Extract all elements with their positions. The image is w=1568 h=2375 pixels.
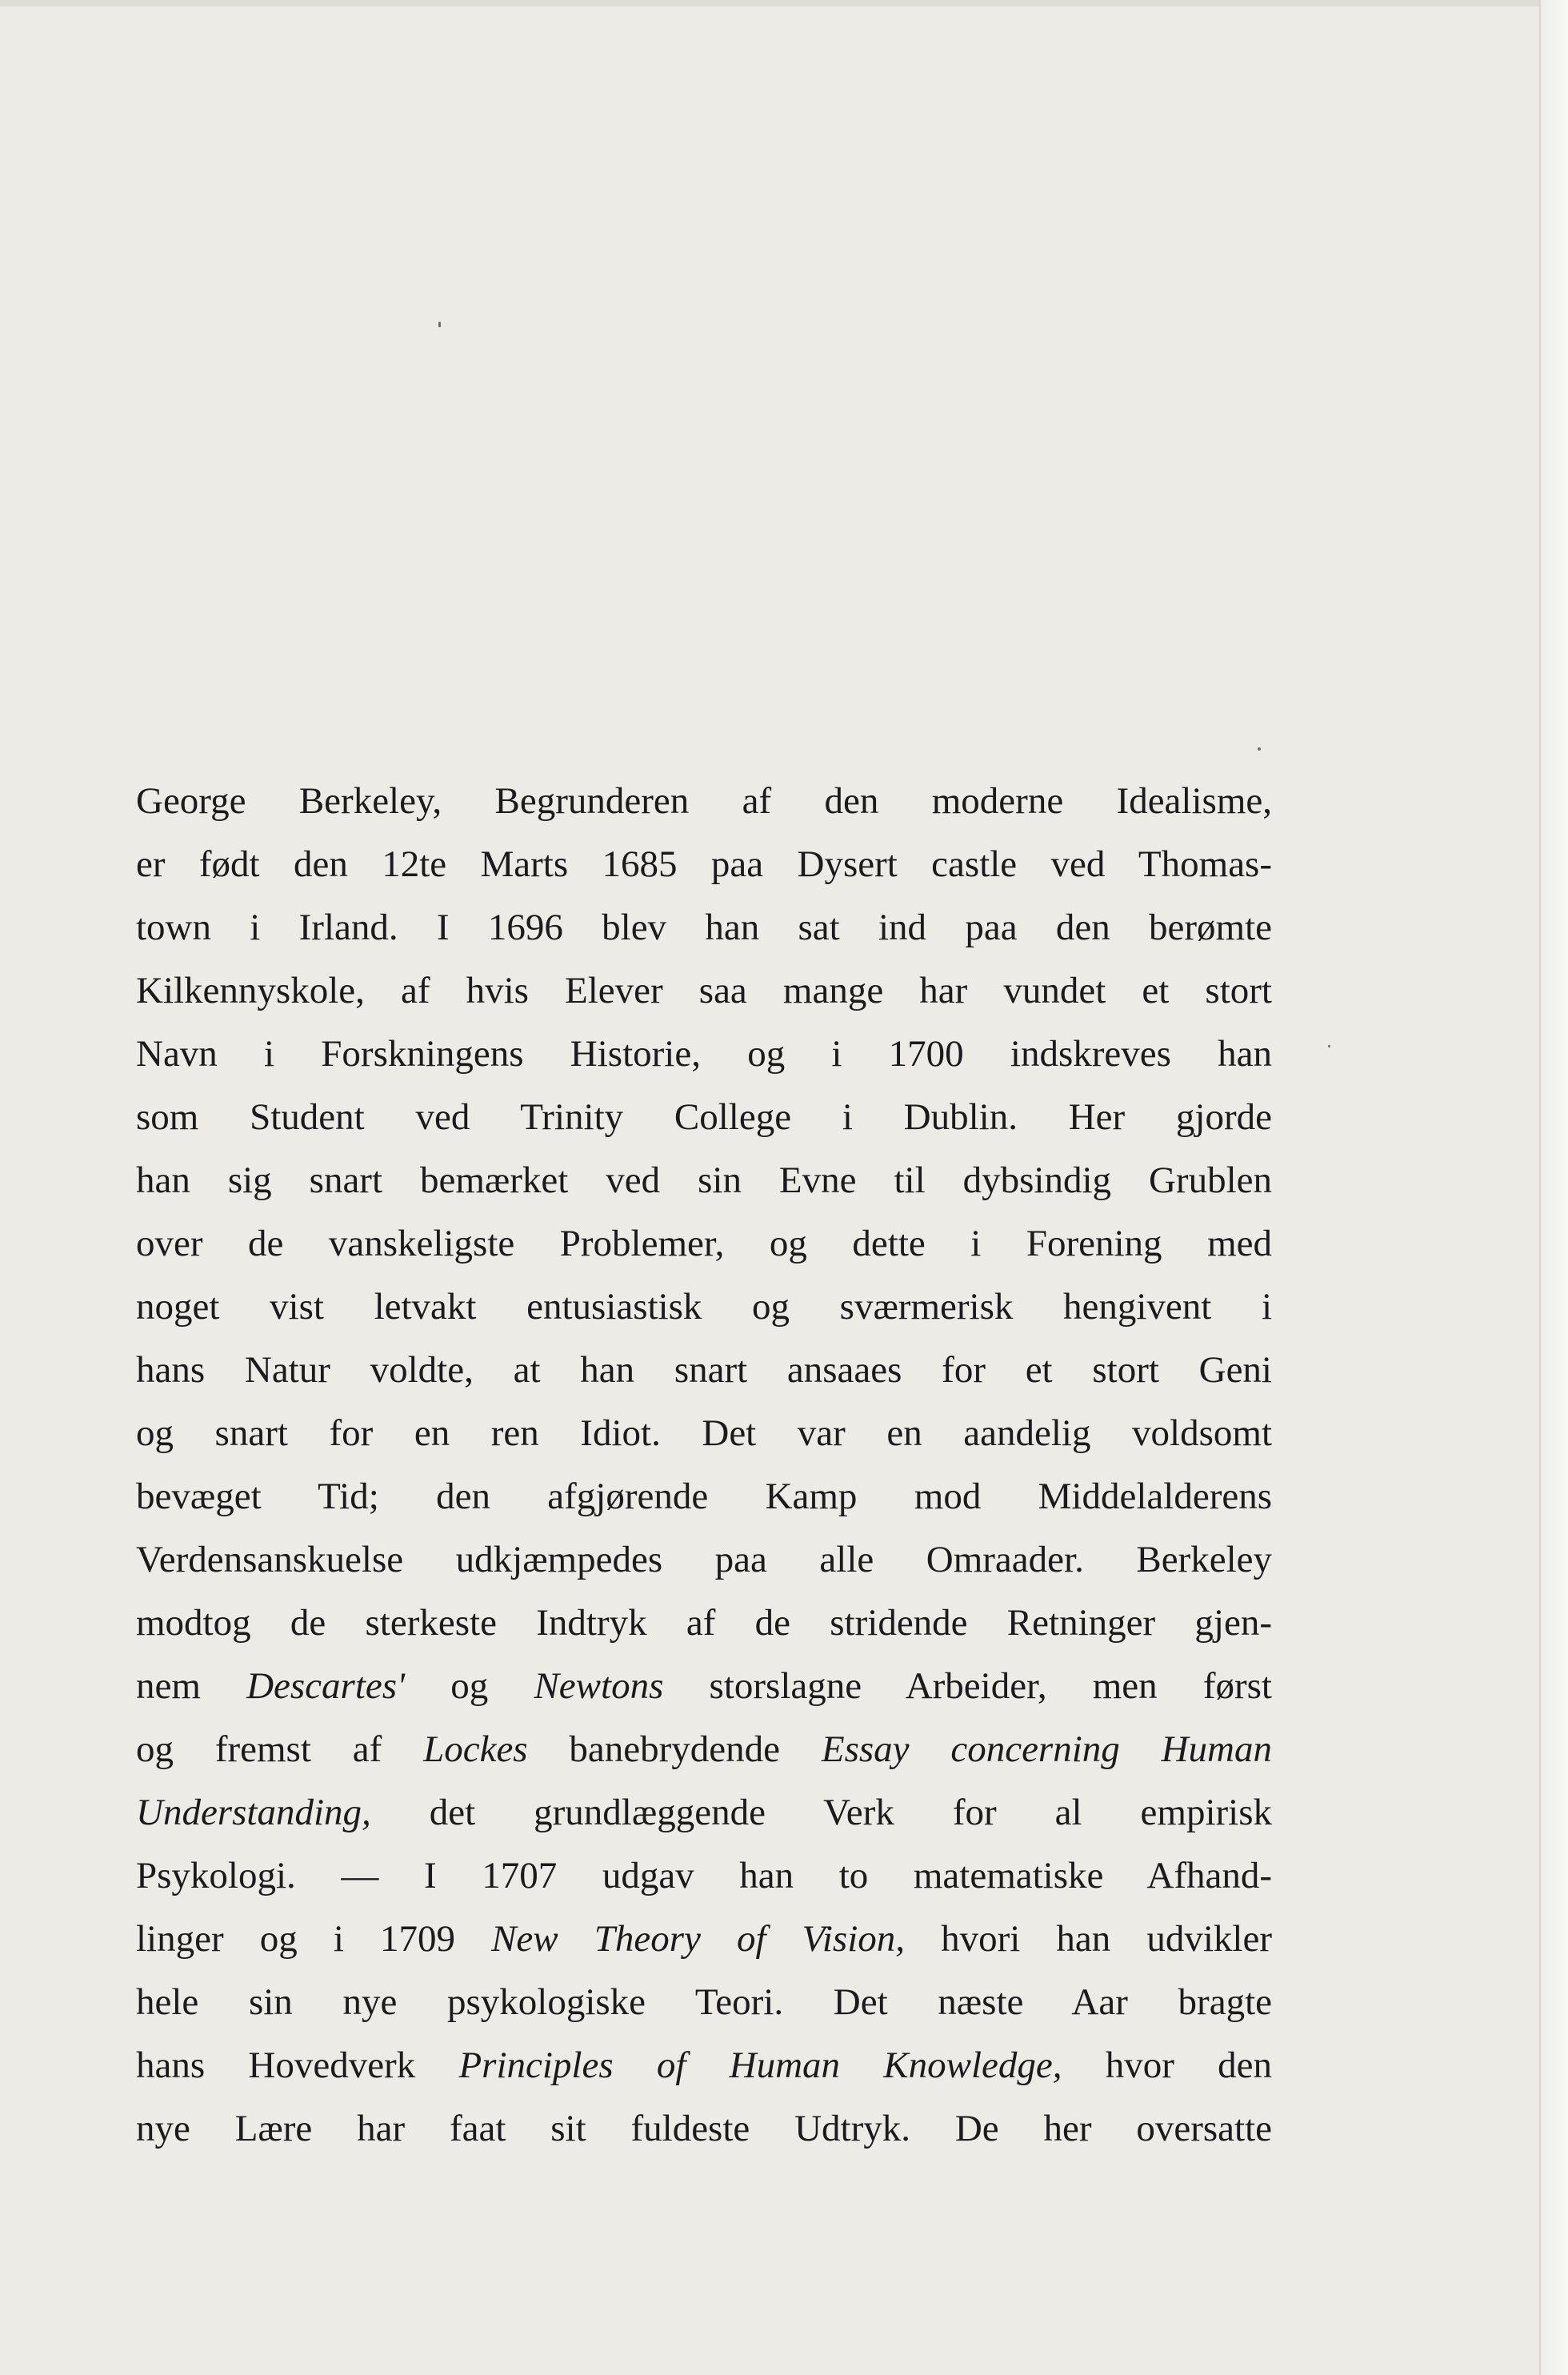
italic-title: Essay concerning Human [821, 1728, 1272, 1770]
text-segment: hans Hovedverk [136, 2045, 459, 2086]
text-segment: hvori han udvikler [905, 1918, 1273, 1960]
text-line [136, 2034, 1272, 2097]
paper-speck [438, 322, 441, 327]
text-line [136, 1781, 1272, 1844]
italic-title: Understanding, [136, 1792, 371, 1833]
text-segment: han sig snart bemærket ved sin Evne til dybsindig Grublen [136, 1159, 1272, 1201]
text-line [136, 1149, 1272, 1212]
text-segment: nye Lære har faat sit fuldeste Udtryk. De her oversatte [136, 2108, 1272, 2149]
text-line [136, 1465, 1272, 1528]
text-segment: storslagne Arbeider, men først [663, 1665, 1272, 1707]
text-line [136, 2097, 1272, 2161]
text-line [136, 1844, 1272, 1908]
text-line [136, 1528, 1272, 1592]
text-segment: town i Irland. I 1696 blev han sat ind paa den berømte [136, 907, 1272, 948]
text-line [136, 1971, 1272, 2034]
text-segment: banebrydende [527, 1728, 822, 1770]
text-segment: Kilkennyskole, af hvis Elever saa mange har vundet et stort [136, 970, 1272, 1011]
italic-title: Lockes [423, 1728, 528, 1770]
text-segment: det grundlæggende Verk for al empirisk [370, 1792, 1272, 1833]
text-line [136, 1908, 1272, 1971]
text-segment: George Berkeley, Begrunderen af den moderne Idealisme, [136, 780, 1272, 822]
text-segment: hvor den [1062, 2045, 1273, 2086]
text-line [136, 833, 1272, 896]
text-line [136, 1023, 1272, 1086]
italic-title: Newtons [534, 1665, 664, 1707]
text-segment: og snart for en ren Idiot. Det var en aandelig voldsomt [136, 1412, 1272, 1454]
text-segment: modtog de sterkeste Indtryk af de stridende Retninger gjen- [136, 1602, 1272, 1644]
text-segment: og [405, 1665, 534, 1707]
text-line [136, 770, 1272, 833]
text-segment: Verdensanskuelse udkjæmpedes paa alle Omraader. Berkeley [136, 1539, 1272, 1580]
italic-title: Principles of Human Knowledge, [458, 2045, 1062, 2086]
text-segment: Psykologi. — I 1707 udgav han to matematiske Afhand- [136, 1855, 1272, 1896]
text-segment: nem [136, 1665, 247, 1707]
text-segment: hele sin nye psykologiske Teori. Det næste Aar bragte [136, 1981, 1272, 2023]
text-segment: er født den 12te Marts 1685 paa Dysert castle ved Thomas- [136, 843, 1272, 885]
text-segment: hans Natur voldte, at han snart ansaaes for et stort Geni [136, 1349, 1272, 1391]
text-segment: bevæget Tid; den afgjørende Kamp mod Middelalderens [136, 1476, 1272, 1517]
text-segment: noget vist letvakt entusiastisk og sværmerisk hengivent i [136, 1286, 1272, 1328]
text-segment: linger og i 1709 [136, 1918, 492, 1960]
text-segment: som Student ved Trinity College i Dublin. Her gjorde [136, 1096, 1272, 1138]
text-segment: Navn i Forskningens Historie, og i 1700 indskreves han [136, 1033, 1272, 1075]
body-text [136, 770, 1272, 2161]
paper-speck [1258, 747, 1261, 751]
text-line [136, 1212, 1272, 1276]
italic-title: New Theory of Vision, [491, 1918, 906, 1960]
text-line [136, 1339, 1272, 1402]
text-line [136, 1086, 1272, 1149]
text-line [136, 1655, 1272, 1718]
text-line [136, 959, 1272, 1023]
text-line [136, 1592, 1272, 1655]
text-line [136, 1718, 1272, 1781]
text-segment: og fremst af [136, 1728, 424, 1770]
text-line [136, 1276, 1272, 1339]
text-line [136, 1402, 1272, 1465]
page-top-edge [0, 0, 1568, 6]
italic-title: Descartes' [246, 1665, 406, 1707]
text-line [136, 896, 1272, 959]
page-right-edge [1539, 0, 1568, 2375]
text-segment: over de vanskeligste Problemer, og dette i Forening med [136, 1223, 1272, 1264]
paper-speck [1328, 1045, 1330, 1047]
